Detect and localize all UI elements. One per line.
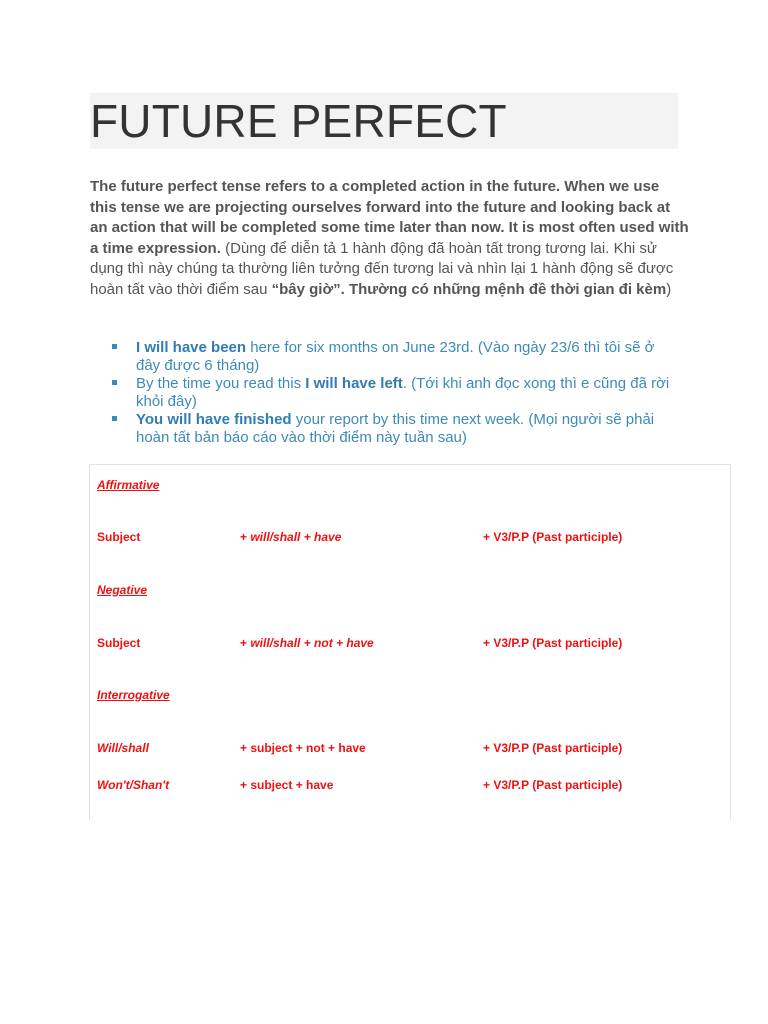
example-post: your report by this time next week. (Mọi người sẽ phải hoàn tất bản báo cáo vào thời điểm này tuần sau) bbox=[136, 411, 655, 446]
interrogative-negative-auxiliary: Won't/Shan't bbox=[97, 778, 170, 792]
example-bold: I will have left bbox=[305, 375, 403, 392]
example-post: here for six months on June 23rd. (Vào ngày 23/6 thì tôi sẽ ở đây được 6 tháng) bbox=[136, 339, 655, 374]
interrogative-heading: Interrogative bbox=[97, 688, 170, 702]
structure-table bbox=[89, 464, 731, 845]
affirmative-formula-row bbox=[90, 528, 730, 546]
interrogative-verb: + V3/P.P (Past participle) bbox=[483, 741, 623, 755]
example-list bbox=[112, 339, 672, 447]
intro-english: The future perfect tense refers to a completed action in the future. When we use this tense we are projecting ourselves forward into the future and looking back at an action that will be completed some time later than now. It is most often used with a time expression. bbox=[90, 178, 689, 257]
example-post: . (Tới khi anh đọc xong thì e cũng đã rời khỏi đây) bbox=[136, 375, 670, 410]
interrogative-negative-subject: + subject + have bbox=[240, 778, 334, 792]
interrogative-formula-row bbox=[90, 739, 730, 757]
list-item bbox=[112, 375, 672, 411]
example-bold: You will have finished bbox=[136, 411, 292, 428]
negative-formula-row bbox=[90, 634, 730, 652]
intro-paragraph bbox=[90, 177, 690, 300]
example-pre: By the time you read this bbox=[136, 375, 306, 392]
interrogative-subject: + subject + not + have bbox=[240, 741, 366, 755]
negative-heading-row bbox=[90, 581, 730, 599]
example-bold: I will have been bbox=[136, 339, 247, 356]
interrogative-negative-verb: + V3/P.P (Past participle) bbox=[483, 778, 623, 792]
bullet-square-icon bbox=[112, 380, 117, 385]
interrogative-heading-row bbox=[90, 686, 730, 704]
negative-heading: Negative bbox=[97, 583, 148, 597]
title-banner bbox=[90, 93, 678, 149]
affirmative-verb: + V3/P.P (Past participle) bbox=[483, 530, 623, 544]
negative-subject: Subject bbox=[97, 636, 141, 650]
affirmative-subject: Subject bbox=[97, 530, 141, 544]
intro-close-paren: ) bbox=[666, 280, 672, 298]
list-item bbox=[112, 339, 672, 375]
interrogative-negative-formula-row bbox=[90, 776, 730, 794]
negative-auxiliary: + will/shall + not + have bbox=[240, 636, 374, 650]
intro-vietnamese: (Dùng để diễn tả 1 hành động đã hoàn tất trong tương lai. Khi sử dụng thì này chúng ta thường liên tưởng đến tương lai và nhìn lại 1 hành động sẽ được hoàn tất vào thời điểm sau bbox=[90, 239, 674, 298]
bullet-square-icon bbox=[112, 416, 117, 421]
affirmative-heading-row bbox=[90, 476, 730, 494]
interrogative-auxiliary: Will/shall bbox=[97, 741, 149, 755]
bullet-square-icon bbox=[112, 344, 117, 349]
affirmative-auxiliary: + will/shall + have bbox=[240, 530, 342, 544]
page-title: FUTURE PERFECT bbox=[90, 95, 507, 147]
page-bottom-blank bbox=[0, 820, 768, 1024]
intro-vietnamese-bold: “bây giờ”. Thường có những mệnh đề thời gian đi kèm bbox=[271, 280, 667, 298]
list-item bbox=[112, 411, 672, 447]
affirmative-heading: Affirmative bbox=[97, 478, 160, 492]
negative-verb: + V3/P.P (Past participle) bbox=[483, 636, 623, 650]
